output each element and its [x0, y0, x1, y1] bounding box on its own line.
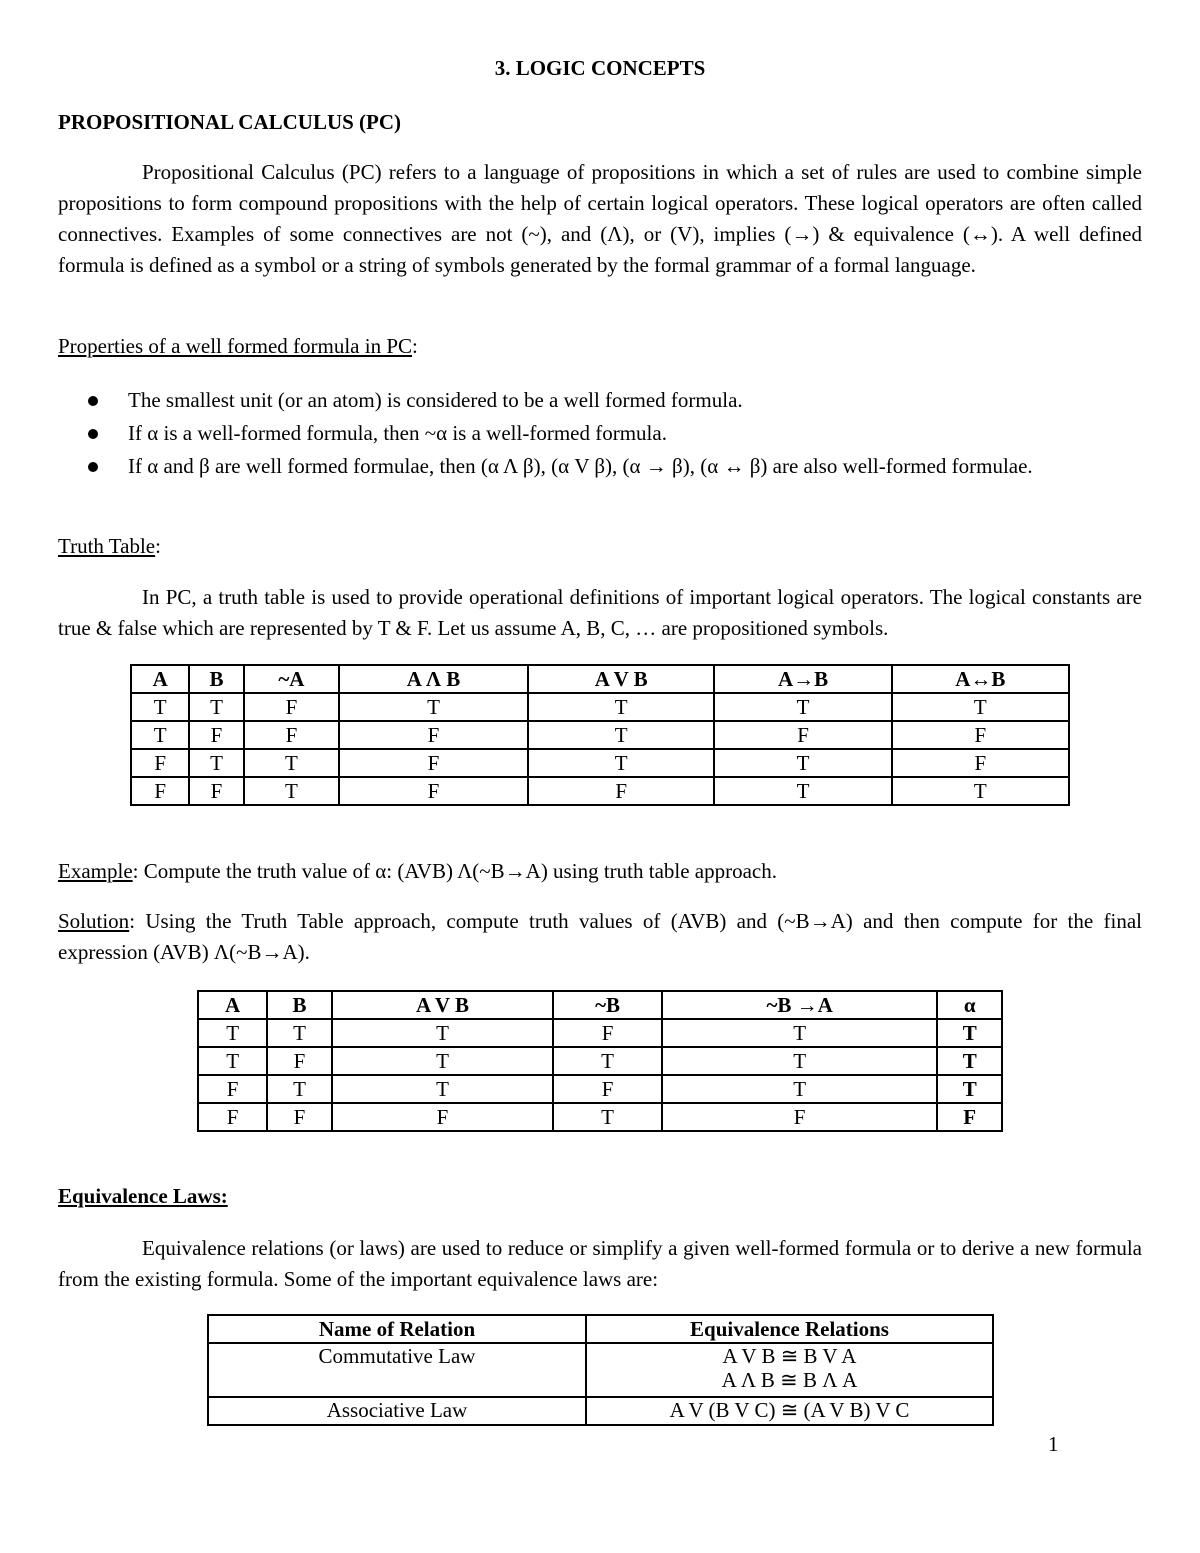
relation-cell [586, 1397, 993, 1425]
table-row [131, 721, 1069, 749]
table-cell: T [662, 1047, 938, 1075]
document-title: 3. LOGIC CONCEPTS [494, 56, 706, 80]
table-row [131, 749, 1069, 777]
table-cell: F [198, 1075, 267, 1103]
properties-heading: Properties of a well formed formula in PC [58, 334, 413, 358]
equivalence-table [207, 1314, 994, 1426]
truth-table-heading: Truth Table [58, 534, 156, 558]
table-cell: F [528, 777, 715, 805]
table-cell: T [131, 721, 189, 749]
intro-paragraph: Propositional Calculus (PC) refers to a language of propositions in which a set of rules are used to combine simple propositions to form compound propositions with the help of certain logical operators. These logical operators are often called connectives. Examples of some connectives are not (~), and (Λ), or (V), implies (→) & equivalence (↔). A well defined formula is defined as a symbol or a string of symbols generated by the formal grammar of a formal language. [58, 160, 1142, 277]
column-header: α [937, 991, 1002, 1019]
table-row [198, 1103, 1002, 1131]
table-cell: F [267, 1103, 332, 1131]
relation-name: Associative Law [208, 1397, 586, 1425]
table-cell: F [332, 1103, 553, 1131]
table-cell: F [198, 1103, 267, 1131]
solution-text: Using the Truth Table approach, compute truth values of (AVB) and (~B→A) and then compute for the final expression (AVB) Λ(~B→A). [58, 909, 1142, 964]
relation-name: Commutative Law [208, 1343, 586, 1397]
table-cell: F [714, 721, 891, 749]
column-header: ~B →A [662, 991, 938, 1019]
table-cell: T [332, 1075, 553, 1103]
table-cell: F [131, 777, 189, 805]
table-cell: F [892, 749, 1069, 777]
table-cell: T [553, 1103, 662, 1131]
list-item [58, 385, 1142, 416]
table-cell: T [528, 721, 715, 749]
truth-table-paragraph: In PC, a truth table is used to provide operational definitions of important logical operators. The logical constants are true & false which are represented by T & F. Let us assume A, B, C, … are propositioned symbols. [58, 585, 1142, 640]
column-header: B [189, 665, 243, 693]
table-cell: F [244, 721, 339, 749]
column-header: A→B [714, 665, 891, 693]
property-text: The smallest unit (or an atom) is considered to be a well formed formula. [128, 388, 743, 412]
bullet-icon [88, 396, 98, 406]
table-row [198, 1075, 1002, 1103]
column-header: A [131, 665, 189, 693]
table-cell: T [131, 693, 189, 721]
table-cell: F [131, 749, 189, 777]
table-cell: T [937, 1047, 1002, 1075]
list-item [58, 451, 1142, 482]
table-cell: F [553, 1075, 662, 1103]
table-cell: T [244, 749, 339, 777]
table-cell: T [244, 777, 339, 805]
table-cell: T [332, 1047, 553, 1075]
table-cell: F [189, 721, 243, 749]
table-row [131, 693, 1069, 721]
bullet-icon [88, 462, 98, 472]
table-cell: T [339, 693, 528, 721]
table-cell: F [244, 693, 339, 721]
table-row [131, 777, 1069, 805]
relation-cell [586, 1343, 993, 1397]
column-header: A [198, 991, 267, 1019]
table-cell: F [553, 1019, 662, 1047]
table-cell: T [662, 1075, 938, 1103]
example-truth-table [197, 990, 1003, 1132]
table-cell: T [714, 749, 891, 777]
column-header: Name of Relation [208, 1315, 586, 1343]
relation-line: A V B ≅ B V A [722, 1344, 857, 1368]
table-cell: T [267, 1019, 332, 1047]
table-cell: T [714, 693, 891, 721]
page-number: 1 [1048, 1432, 1059, 1456]
table-cell: T [937, 1019, 1002, 1047]
table-cell: T [198, 1019, 267, 1047]
table-cell: F [937, 1103, 1002, 1131]
truth-table [130, 664, 1070, 806]
column-header: A V B [332, 991, 553, 1019]
relation-line: A V (B V C) ≅ (A V B) V C [669, 1398, 910, 1422]
table-row [208, 1397, 993, 1425]
table-cell: T [662, 1019, 938, 1047]
equivalence-paragraph: Equivalence relations (or laws) are used to reduce or simplify a given well-formed formula or to derive a new formula from the existing formula. Some of the important equivalence laws are: [58, 1236, 1142, 1291]
relation-line: A Λ B ≅ B Λ A [721, 1368, 858, 1392]
bullet-icon [88, 429, 98, 439]
column-header: A↔B [892, 665, 1069, 693]
example-paragraph: Example: Compute the truth value of α: (AVB) Λ(~B→A) using truth table approach. [58, 859, 777, 883]
table-cell: T [892, 693, 1069, 721]
section-heading: PROPOSITIONAL CALCULUS (PC) [58, 110, 402, 134]
table-row [198, 1047, 1002, 1075]
table-cell: F [339, 749, 528, 777]
table-cell: T [332, 1019, 553, 1047]
table-cell: T [714, 777, 891, 805]
table-cell: F [339, 721, 528, 749]
table-cell: F [339, 777, 528, 805]
properties-list [58, 385, 1142, 484]
table-header-row [208, 1315, 993, 1343]
table-cell: T [937, 1075, 1002, 1103]
table-row [198, 1019, 1002, 1047]
table-cell: F [267, 1047, 332, 1075]
solution-paragraph: Solution: Using the Truth Table approach, compute truth values of (AVB) and (~B→A) and then compute for the final expression (AVB) Λ(~B→A). [58, 909, 1142, 964]
table-cell: F [892, 721, 1069, 749]
table-cell: T [528, 749, 715, 777]
table-header-row [131, 665, 1069, 693]
table-cell: T [267, 1075, 332, 1103]
table-row [208, 1343, 993, 1397]
column-header: A V B [528, 665, 715, 693]
example-text: Compute the truth value of α: (AVB) Λ(~B→A) using truth table approach. [143, 859, 777, 883]
table-cell: T [189, 749, 243, 777]
property-text: If α and β are well formed formulae, then (α Λ β), (α V β), (α → β), (α ↔ β) are also well-formed formulae. [128, 454, 1033, 478]
column-header: A Λ B [339, 665, 528, 693]
table-cell: T [189, 693, 243, 721]
table-cell: T [553, 1047, 662, 1075]
example-label: Example [58, 859, 133, 883]
table-header-row [198, 991, 1002, 1019]
equivalence-heading: Equivalence Laws: [58, 1184, 228, 1208]
solution-label: Solution [58, 909, 130, 933]
column-header: Equivalence Relations [586, 1315, 993, 1343]
truth-table-heading-line: Truth Table: [58, 534, 161, 558]
column-header: ~A [244, 665, 339, 693]
properties-heading-line: Properties of a well formed formula in PC: [58, 334, 418, 358]
table-cell: F [189, 777, 243, 805]
table-cell: T [528, 693, 715, 721]
list-item [58, 418, 1142, 449]
column-header: ~B [553, 991, 662, 1019]
table-cell: T [198, 1047, 267, 1075]
property-text: If α is a well-formed formula, then ~α is a well-formed formula. [128, 421, 667, 445]
column-header: B [267, 991, 332, 1019]
table-cell: T [892, 777, 1069, 805]
table-cell: F [662, 1103, 938, 1131]
